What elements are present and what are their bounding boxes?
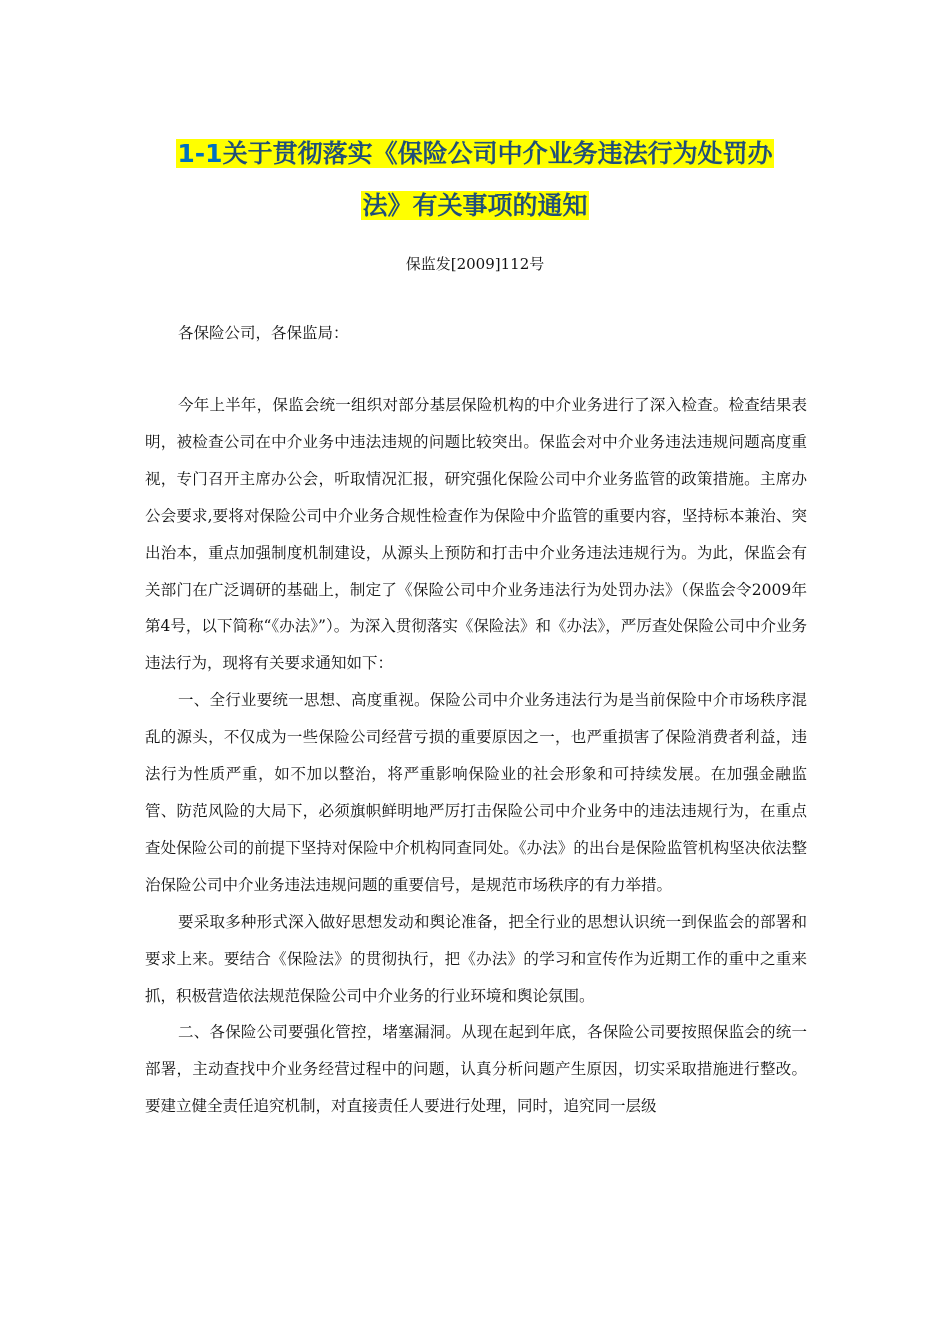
title-line-2-text: 法》有关事项的通知 [362,191,588,220]
document-number: 保监发[2009]112号 [405,255,545,273]
title-line-1-text: 关于贯彻落实《保险公司中介业务违法行为处罚办 [222,139,773,168]
body-paragraph: 一、全行业要统一思想、高度重视。保险公司中介业务违法行为是当前保险中介市场秩序混乱的源头，不仅成为一些保险公司经营亏损的重要原因之一，也严重损害了保险消费者利益，违法行为性质严重，如不加以整治，将严重影响保险业的社会形象和可持续发展。在加强金融监管、防范风险的大局下，必须旗帜鲜明地严厉打击保险公司中介业务中的违法违规行为，在重点查处保险公司的前提下坚持对保险中介机构同查同处。《办法》的出台是保险监管机构坚决依法整治保险公司中介业务违法违规问题的重要信号，是规范市场秩序的有力举措。 [145,691,807,894]
title-line-2 [0,180,950,232]
document-body [145,387,807,1125]
body-paragraph: 要采取多种形式深入做好思想发动和舆论准备，把全行业的思想认识统一到保监会的部署和要求上来。要结合《保险法》的贯彻执行，把《办法》的学习和宣传作为近期工作的重中之重来抓，积极营造依法规范保险公司中介业务的行业环境和舆论氛围。 [145,912,807,1005]
salutation: 各保险公司，各保监局： [178,324,349,342]
body-paragraph: 今年上半年，保监会统一组织对部分基层保险机构的中介业务进行了深入检查。检查结果表明，被检查公司在中介业务中违法违规的问题比较突出。保监会对中介业务违法违规问题高度重视，专门召开主席办公会，听取情况汇报，研究强化保险公司中介业务监管的政策措施。主席办公会要求,要将对保险公司中介业务合规性检查作为保险中介监管的重要内容，坚持标本兼治、突出治本，重点加强制度机制建设，从源头上预防和打击中介业务违法违规行为。为此，保监会有关部门在广泛调研的基础上，制定了《保险公司中介业务违法行为处罚办法》（保监会令2009年第4号，以下简称“《办法》”）。为深入贯彻落实《保险法》和《办法》，严厉查处保险公司中介业务违法行为，现将有关要求通知如下： [145,396,807,673]
title-prefix: 1-1 [177,139,223,168]
document-title [0,128,950,232]
title-line-1 [0,128,950,180]
body-paragraph: 二、各保险公司要强化管控，堵塞漏洞。从现在起到年底，各保险公司要按照保监会的统一部署，主动查找中介业务经营过程中的问题，认真分析问题产生原因，切实采取措施进行整改。要建立健全责任追究机制，对直接责任人要进行处理，同时，追究同一层级 [145,1023,807,1116]
